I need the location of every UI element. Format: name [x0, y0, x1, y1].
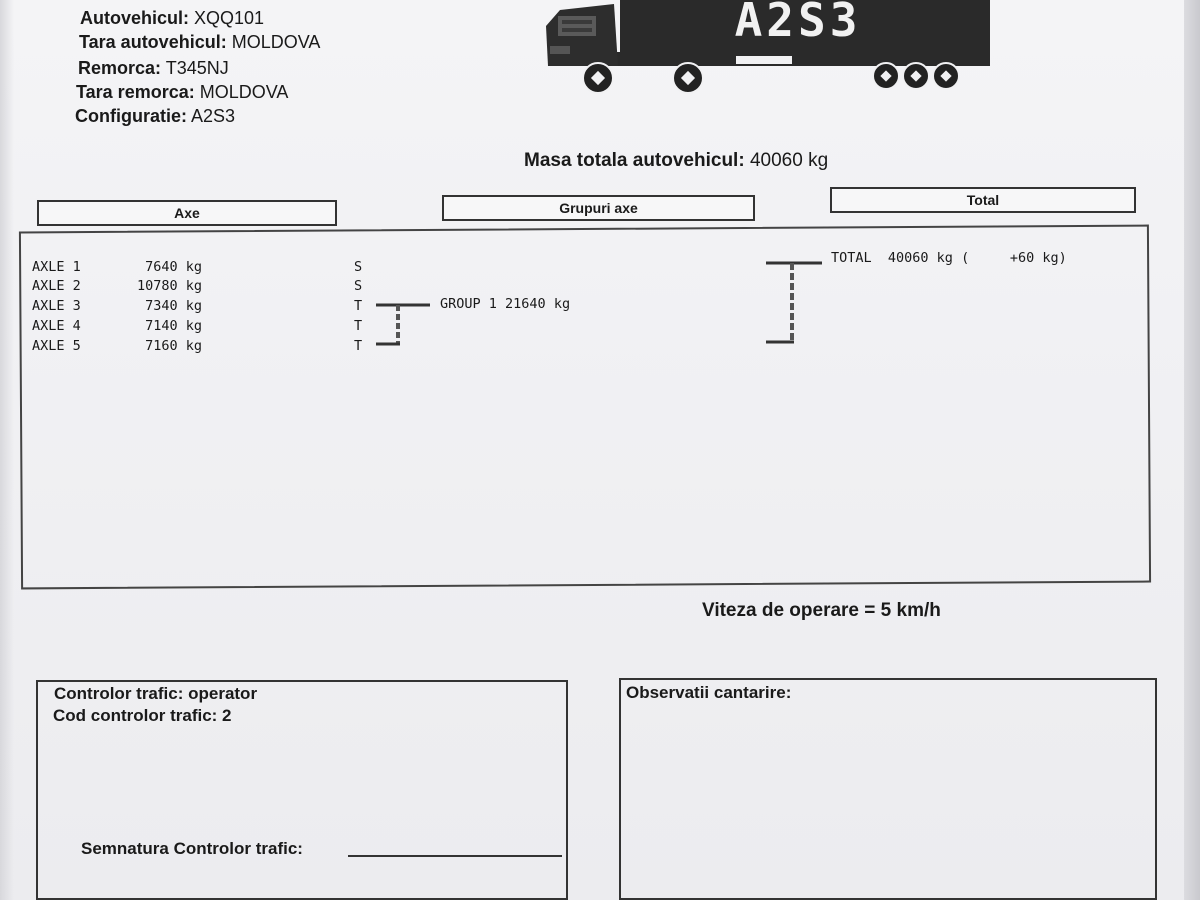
group-line: GROUP 1 21640 kg: [440, 296, 571, 312]
axle-mass: 7140 kg: [145, 318, 202, 334]
axle-type: S: [354, 278, 363, 294]
total-line: TOTAL 40060 kg ( +60 kg): [831, 250, 1067, 266]
total-mass-line: Masa totala autovehicul: 40060 kg: [524, 150, 829, 171]
total-bracket-icon: [760, 254, 830, 350]
vehicle-country-line: Tara autovehicul: MOLDOVA: [79, 32, 321, 52]
axle-type: T: [354, 338, 363, 354]
axle-name: AXLE 4: [32, 318, 81, 334]
axle-type: S: [354, 259, 363, 275]
axle-mass: 10780 kg: [136, 278, 202, 294]
axle-type: T: [354, 298, 363, 314]
configuration-badge: A2S3: [734, 0, 862, 47]
axle-mass: 7640 kg: [145, 259, 202, 275]
axle-name: AXLE 5: [32, 338, 81, 354]
operating-speed: Viteza de operare = 5 km/h: [702, 600, 941, 621]
axes-header: Axe: [37, 200, 337, 226]
trailer-country-line: Tara remorca: MOLDOVA: [76, 82, 289, 102]
axle-name: AXLE 1: [32, 259, 81, 275]
total-header: Total: [830, 187, 1136, 213]
observations-box: [619, 678, 1157, 900]
axle-mass: 7340 kg: [145, 298, 202, 314]
signature-line: [348, 855, 562, 857]
axle-mass: 7160 kg: [145, 338, 202, 354]
group-bracket-icon: [370, 296, 440, 352]
paper-edge-right: [1184, 0, 1200, 900]
signature-label: Semnatura Controlor trafic:: [81, 839, 303, 858]
configuration-line: Configuratie: A2S3: [75, 106, 236, 126]
controller-name: Controlor trafic: operator: [54, 684, 258, 703]
axle-name: AXLE 3: [32, 298, 81, 314]
vehicle-id-line: Autovehicul: XQQ101: [80, 8, 265, 28]
trailer-id-line: Remorca: T345NJ: [78, 58, 229, 78]
controller-code: Cod controlor trafic: 2: [53, 706, 232, 725]
groups-header: Grupuri axe: [442, 195, 755, 221]
axle-type: T: [354, 318, 363, 334]
observations-label: Observatii cantarire:: [626, 683, 792, 702]
paper-edge-left: [0, 0, 14, 900]
axle-name: AXLE 2: [32, 278, 81, 294]
